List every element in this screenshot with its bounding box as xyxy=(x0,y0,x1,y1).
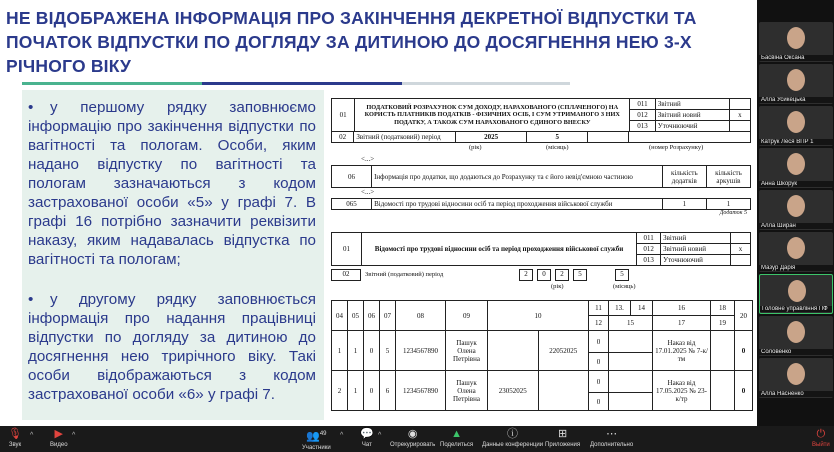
cell: 0 xyxy=(364,331,380,371)
attachments-label: Інформація про додатки, що додаються до Розрахунку та є його невід'ємною частиною xyxy=(372,166,663,188)
record-icon: ◉ xyxy=(407,428,418,440)
col-header: 19 xyxy=(711,316,735,331)
meeting-toolbar xyxy=(0,426,834,452)
avatar xyxy=(787,195,805,217)
cell-order: Наказ від 17.05.2025 № 23-к/тр xyxy=(653,371,711,411)
table-row xyxy=(332,371,753,393)
accent-bar-green xyxy=(22,82,202,85)
appendix-5-label: Відомості про трудові відносини осіб та період проходження військової служби xyxy=(372,199,663,210)
chat-icon: 💬 xyxy=(360,428,374,440)
apps-icon: ⊞ xyxy=(557,428,568,440)
year-caption: (рік) xyxy=(469,144,482,151)
row-code: 02 xyxy=(332,132,354,143)
type-code: 013 xyxy=(637,255,661,266)
type-label: Звітний новий xyxy=(661,244,731,255)
type-mark xyxy=(729,121,750,132)
participant-name: Басвіна Оксана xyxy=(759,55,833,61)
participant-name: Катрук Леся ВПР 1 xyxy=(759,139,833,145)
avatar xyxy=(787,111,805,133)
participant-name: Алла Насненко xyxy=(759,391,833,397)
col-header: 05 xyxy=(348,301,364,331)
audio-button[interactable]: 🎙 Звук xyxy=(8,428,22,448)
employees-table xyxy=(331,300,753,411)
cell: 0 xyxy=(589,371,609,393)
avatar xyxy=(787,153,805,175)
form-title: ПОДАТКОВИЙ РОЗРАХУНОК СУМ ДОХОДУ, НАРАХОВАНОГО (СПЛАЧЕНОГО) НА КОРИСТЬ ПЛАТНИКІВ ПОДАТКІВ - ФІЗИЧНИХ ОСІБ, І СУМ УТРИМАНОГО З НИХ ПОДАТКУ, А ТАКОЖ СУМ НАРАХОВАНОГО ЄДИНОГО ВНЕСКУ xyxy=(355,99,630,132)
col-header: 07 xyxy=(380,301,396,331)
cell: 1234567890 xyxy=(396,331,446,371)
cell: 1 xyxy=(348,331,364,371)
type-code: 012 xyxy=(637,244,661,255)
attachments-count: 1 xyxy=(662,199,706,210)
avatar xyxy=(788,280,806,302)
bullet-marker: • xyxy=(28,99,34,116)
accent-bar-gray xyxy=(402,82,570,85)
cell: 0 xyxy=(364,371,380,411)
participant-tile[interactable] xyxy=(759,106,833,146)
appendix-5-form xyxy=(331,232,751,293)
type-mark xyxy=(731,233,751,244)
type-code: 011 xyxy=(630,99,655,110)
col-header: 12 xyxy=(589,316,609,331)
chevron-up-icon[interactable]: ^ xyxy=(30,432,34,439)
type-label: Звітний xyxy=(655,99,729,110)
col-header: 20 xyxy=(735,301,753,331)
participant-name: Соловенко xyxy=(759,349,833,355)
year-digit: 2 xyxy=(519,269,533,281)
leave-button[interactable]: ⏻ Выйти xyxy=(812,428,830,448)
participant-name: Алла Усикецька xyxy=(759,97,833,103)
cell: 23052025 xyxy=(488,371,539,411)
camera-off-icon: ▶ xyxy=(54,428,63,440)
participants-panel xyxy=(757,0,834,426)
info-icon: ⓘ xyxy=(507,428,519,440)
number-caption: (номер Розрахунку) xyxy=(649,144,704,151)
bullet-text: у першому рядку заповнюємо інформацію про закінчення відпустки по вагітності та пологам. Особи, яким надано відпустку по вагітності та пологам зазначаються з кодом застрахованої особи «5» у графі 7. В графі 16 потрібно зазначити реквізити наказу, яким надавалась відпустка по вагітності та пологам; xyxy=(28,99,316,268)
cell-order: Наказ від 17.01.2025 № 7-к/тм xyxy=(653,331,711,371)
avatar xyxy=(787,321,805,343)
participant-tile[interactable] xyxy=(759,232,833,272)
type-code: 012 xyxy=(630,110,655,121)
year-caption: (рік) xyxy=(551,283,564,290)
conference-data-button[interactable]: ⓘ Данные конференции xyxy=(482,428,544,448)
type-mark xyxy=(729,99,750,110)
bullet-text: у другому рядку заповнюється інформація про надання працівниці відпустки по догляду за дитиною до досягнення нею трирічного віку. Такі особи відображаються з кодом застрахованої особи «6» у графі 7. xyxy=(28,291,316,403)
people-icon: 👥$^{49}$ xyxy=(306,430,327,443)
col-header: 11 xyxy=(589,301,609,316)
participants-button[interactable]: 👥$^{49}$ Участники xyxy=(302,428,331,452)
chevron-up-icon[interactable]: ^ xyxy=(340,432,344,439)
cell: 6 xyxy=(380,371,396,411)
chat-button[interactable]: 💬 Чат xyxy=(360,428,374,448)
type-label: Уточнюючий xyxy=(661,255,731,266)
share-screen-icon: ▲ xyxy=(451,428,463,440)
cell xyxy=(538,371,589,411)
type-label: Звітний xyxy=(661,233,731,244)
cell: 2 xyxy=(332,371,348,411)
type-label: Звітний новий xyxy=(655,110,729,121)
col-header: 17 xyxy=(653,316,711,331)
year-digit: 2 xyxy=(555,269,569,281)
col-header: 10 xyxy=(488,301,589,331)
ellipsis: <...> xyxy=(361,155,375,163)
avatar xyxy=(787,237,805,259)
participant-tile[interactable] xyxy=(759,22,833,62)
type-label: Уточнюючий xyxy=(655,121,729,132)
year-digit: 0 xyxy=(537,269,551,281)
participant-tile[interactable] xyxy=(759,148,833,188)
bullet-first-row xyxy=(28,98,316,269)
avatar xyxy=(787,69,805,91)
participant-tile[interactable] xyxy=(759,64,833,104)
col-header: 09 xyxy=(446,301,488,331)
slide-title: НЕ ВІДОБРАЖЕНА ІНФОРМАЦІЯ ПРО ЗАКІНЧЕННЯ ДЕКРЕТНОЇ ВІДПУСТКИ ТА ПОЧАТОК ВІДПУСТКИ ПО ДОГЛЯДУ ЗА ДИТИНОЮ ДО ДОСЯГНЕННЯ НЕЮ 3-Х РІЧНОГО ВІКУ xyxy=(6,8,697,76)
accent-bar-blue xyxy=(202,82,402,85)
ellipsis: <...> xyxy=(361,188,375,196)
type-code: 013 xyxy=(630,121,655,132)
sheets-count: 1 xyxy=(706,199,750,210)
type-mark xyxy=(731,255,751,266)
chevron-up-icon[interactable]: ^ xyxy=(378,432,382,439)
cell: 0 xyxy=(589,331,609,353)
participant-tile[interactable] xyxy=(759,316,833,356)
cell: 22052025 xyxy=(538,331,589,371)
cell-name: Пашук Олена Петрівна xyxy=(446,331,488,371)
appendix-label: Додаток 5 xyxy=(719,210,747,216)
participant-name: Анна Шкорук xyxy=(759,181,833,187)
cell: 0 xyxy=(589,353,609,371)
participant-name: Головне управління ПФ xyxy=(760,306,832,312)
cell: 5 xyxy=(380,331,396,371)
bullet-marker: • xyxy=(28,291,34,308)
cell: 1234567890 xyxy=(396,371,446,411)
col-header: 18 xyxy=(711,301,735,316)
text-panel xyxy=(22,90,324,420)
period-year: 2025 xyxy=(456,132,527,143)
cell: 0 xyxy=(589,393,609,411)
month-caption: (місяць) xyxy=(546,144,569,151)
row-code: 06 xyxy=(332,166,372,188)
type-mark: х xyxy=(729,110,750,121)
participant-name: Мазур Дарія xyxy=(759,265,833,271)
participant-tile[interactable] xyxy=(759,190,833,230)
cell xyxy=(488,331,539,371)
col-header: 13. xyxy=(609,301,631,316)
mic-muted-icon: 🎙 xyxy=(8,428,22,440)
period-month: 5 xyxy=(615,269,629,281)
participant-tile-active[interactable] xyxy=(759,274,833,314)
col-header: 15 xyxy=(609,316,653,331)
more-button[interactable]: ⋯ Дополнительно xyxy=(590,428,634,448)
participant-name: Алла Ширан xyxy=(759,223,833,229)
share-button[interactable]: ▲ Поделиться xyxy=(440,428,474,448)
video-button[interactable]: ▶ Видео xyxy=(50,428,68,448)
cell: 0 xyxy=(735,331,753,371)
row-code: 01 xyxy=(332,233,362,266)
appendix-title: Відомості про трудові відносини осіб та період проходження військової служби xyxy=(361,233,636,266)
sheets-count-header: кількість аркушів xyxy=(706,166,750,188)
cell-name: Пашук Олена Петрівна xyxy=(446,371,488,411)
participant-tile[interactable] xyxy=(759,358,833,398)
row-code: 02 xyxy=(331,269,361,281)
cell: 0 xyxy=(735,371,753,411)
table-row xyxy=(332,331,753,353)
avatar xyxy=(787,363,805,385)
tax-report-form xyxy=(331,98,751,216)
row-code: 01 xyxy=(332,99,355,132)
type-code: 011 xyxy=(637,233,661,244)
row-code: 065 xyxy=(332,199,372,210)
avatar xyxy=(787,27,805,49)
period-label: Звітний (податковий) період xyxy=(365,271,444,278)
month-caption: (місяць) xyxy=(613,283,636,290)
bullet-second-row xyxy=(28,290,316,404)
col-header: 04 xyxy=(332,301,348,331)
col-header: 14 xyxy=(631,301,653,316)
col-header: 06 xyxy=(364,301,380,331)
year-digit: 5 xyxy=(573,269,587,281)
leave-icon: ⏻ xyxy=(816,428,826,440)
cell: 1 xyxy=(348,371,364,411)
col-header: 08 xyxy=(396,301,446,331)
cell: 1 xyxy=(332,331,348,371)
type-mark: х xyxy=(731,244,751,255)
period-month: 5 xyxy=(527,132,588,143)
more-icon: ⋯ xyxy=(606,428,618,440)
attachments-count-header: кількість додатків xyxy=(662,166,706,188)
apps-button[interactable]: ⊞ Приложения xyxy=(545,428,581,448)
record-button[interactable]: ◉ Отрекурировать xyxy=(390,428,436,448)
period-label: Звітний (податковий) період xyxy=(354,132,456,143)
col-header: 16 xyxy=(653,301,711,316)
chevron-up-icon[interactable]: ^ xyxy=(72,432,76,439)
